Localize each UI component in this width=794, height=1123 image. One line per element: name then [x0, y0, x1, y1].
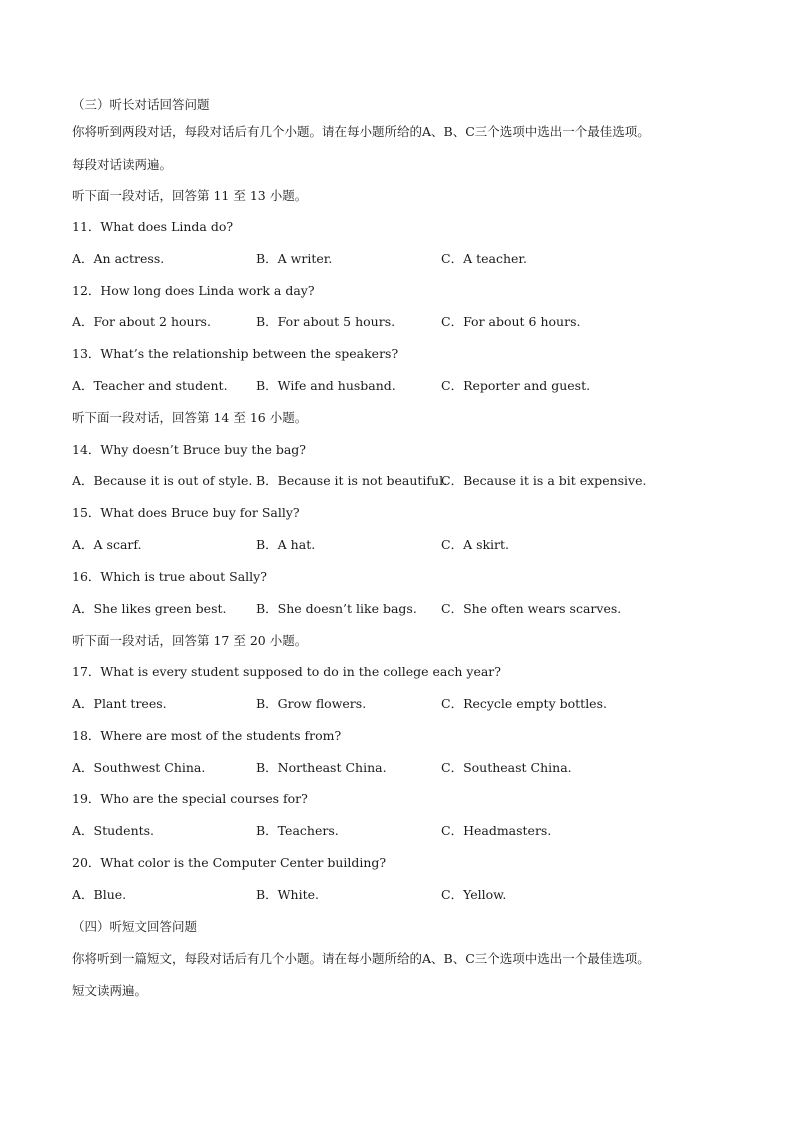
- option-c: C．Headmasters.: [441, 823, 552, 838]
- section3-instruction: 你将听到两段对话，每段对话后有几个小题。请在每小题所给的A、B、C三个选项中选出一个最佳选项。: [72, 124, 650, 139]
- option-c: C．A teacher.: [441, 251, 527, 266]
- option-a: A．Teacher and student.: [72, 378, 228, 393]
- dialogue-intro: 听下面一段对话，回答第 11 至 13 小题。: [72, 188, 308, 203]
- option-c: C．Yellow.: [441, 887, 507, 902]
- option-a: A．She likes green best.: [72, 601, 227, 616]
- option-b: B．Teachers.: [256, 823, 339, 838]
- option-a: A．Southwest China.: [72, 760, 206, 775]
- option-b: B．Wife and husband.: [256, 378, 396, 393]
- option-b: B．For about 5 hours.: [256, 314, 396, 329]
- option-b: B．Because it is not beautiful.: [256, 473, 448, 488]
- option-a: A．A scarf.: [72, 537, 142, 552]
- question-text: 20．What color is the Computer Center building?: [72, 855, 387, 870]
- section4-heading: （四）听短文回答问题: [72, 919, 198, 934]
- dialogue-intro: 听下面一段对话，回答第 14 至 16 小题。: [72, 410, 308, 425]
- section3-heading: （三）听长对话回答问题: [72, 97, 210, 112]
- option-a: A．Students.: [72, 823, 155, 838]
- option-a: A．For about 2 hours.: [72, 314, 211, 329]
- option-b: B．A hat.: [256, 537, 316, 552]
- option-c: C．A skirt.: [441, 537, 510, 552]
- dialogue-intro: 听下面一段对话，回答第 17 至 20 小题。: [72, 633, 308, 648]
- option-c: C．For about 6 hours.: [441, 314, 581, 329]
- question-text: 15．What does Bruce buy for Sally?: [72, 505, 300, 520]
- question-text: 12．How long does Linda work a day?: [72, 283, 315, 298]
- option-a: A．An actress.: [72, 251, 165, 266]
- option-c: C．Because it is a bit expensive.: [441, 473, 647, 488]
- question-text: 14．Why doesn’t Bruce buy the bag?: [72, 442, 306, 457]
- question-text: 11．What does Linda do?: [72, 219, 234, 234]
- option-b: B．Northeast China.: [256, 760, 387, 775]
- question-text: 19．Who are the special courses for?: [72, 791, 308, 806]
- question-text: 18．Where are most of the students from?: [72, 728, 342, 743]
- section3-instruction-cont: 每段对话读两遍。: [72, 157, 173, 172]
- option-a: A．Blue.: [72, 887, 127, 902]
- question-text: 16．Which is true about Sally?: [72, 569, 267, 584]
- option-b: B．White.: [256, 887, 319, 902]
- option-b: B．She doesn’t like bags.: [256, 601, 417, 616]
- question-text: 17．What is every student supposed to do in the college each year?: [72, 664, 501, 679]
- option-a: A．Because it is out of style.: [72, 473, 253, 488]
- section4-instruction-cont: 短文读两遍。: [72, 983, 148, 998]
- option-a: A．Plant trees.: [72, 696, 167, 711]
- option-c: C．Reporter and guest.: [441, 378, 591, 393]
- option-c: C．Southeast China.: [441, 760, 572, 775]
- option-c: C．Recycle empty bottles.: [441, 696, 607, 711]
- option-b: B．Grow flowers.: [256, 696, 367, 711]
- section4-instruction: 你将听到一篇短文，每段对话后有几个小题。请在每小题所给的A、B、C三个选项中选出一个最佳选项。: [72, 951, 650, 966]
- question-text: 13．What’s the relationship between the speakers?: [72, 346, 399, 361]
- option-b: B．A writer.: [256, 251, 333, 266]
- option-c: C．She often wears scarves.: [441, 601, 622, 616]
